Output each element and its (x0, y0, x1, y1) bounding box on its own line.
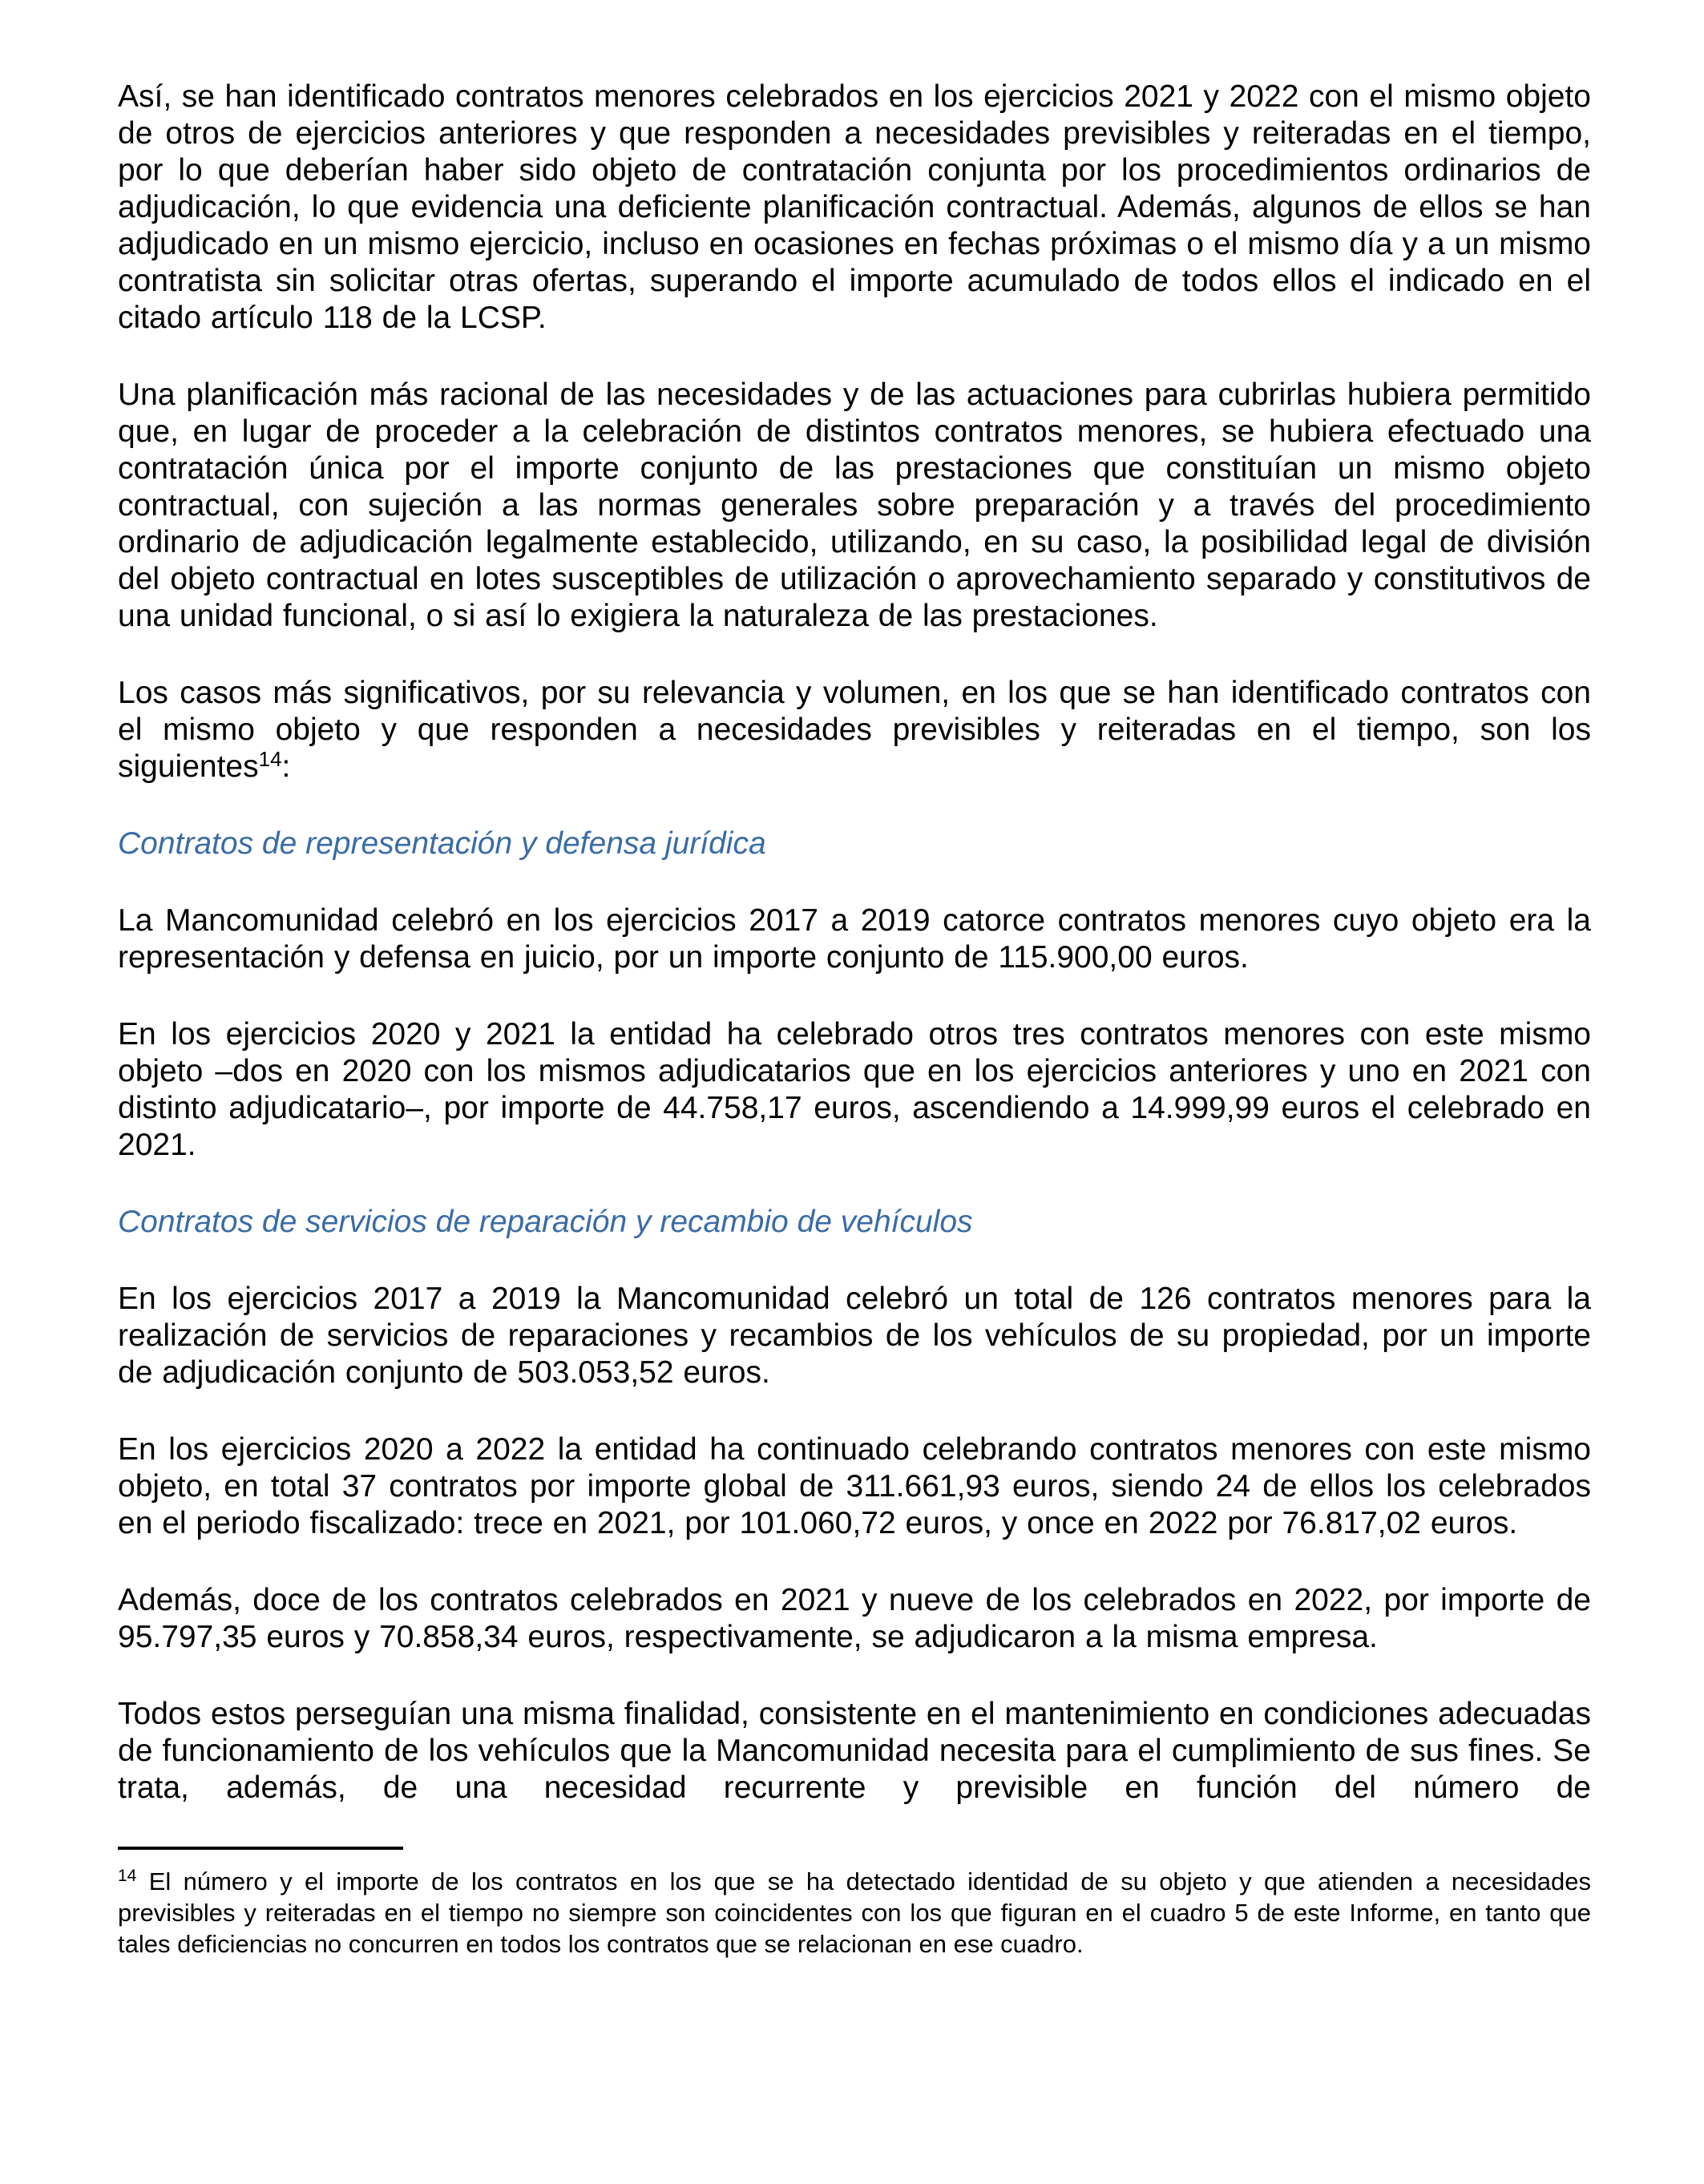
paragraph-text: : (281, 749, 291, 784)
paragraph-vehicle-contracts-2017-2019: En los ejercicios 2017 a 2019 la Mancomunidad celebró un total de 126 contratos menores para la realización de servicios de reparaciones y recambios de los vehículos de su propiedad, por un importe de adjudicación conjunto de 503.053,52 euros. (118, 1282, 1591, 1390)
footnote-14-marker: 14 (118, 1867, 137, 1885)
footnote-separator-rule (118, 1847, 403, 1850)
paragraph-vehicle-contracts-2020-2022: En los ejercicios 2020 a 2022 la entidad ha continuado celebrando contratos menores con este mismo objeto, en total 37 contratos por importe global de 311.661,93 euros, siendo 24 de ellos los celebrados en el periodo fiscalizado: trece en 2021, por 101.060,72 euros, y once en 2022 por 76.817,02 euros. (118, 1432, 1591, 1540)
paragraph-most-significant-cases (118, 675, 1591, 785)
paragraph-text: Los casos más significativos, por su relevancia y volumen, en los que se han identificado contratos con el mismo objeto y que responden a necesidades previsibles y reiteradas en el tiempo, son los siguientes (118, 676, 1591, 784)
footnote-14 (118, 1866, 1591, 1960)
paragraph-legal-contracts-2017-2019: La Mancomunidad celebró en los ejercicios 2017 a 2019 catorce contratos menores cuyo objeto era la representación y defensa en juicio, por un importe conjunto de 115.900,00 euros. (118, 903, 1591, 975)
paragraph-legal-contracts-2020-2021: En los ejercicios 2020 y 2021 la entidad ha celebrado otros tres contratos menores con este mismo objeto –dos en 2020 con los mismos adjudicatarios que en los ejercicios anteriores y uno en 2021 con distinto adjudicatario–, por importe de 44.758,17 euros, ascendiendo a 14.999,99 euros el celebrado en 2021. (118, 1017, 1591, 1162)
heading-vehicle-repair-contracts: Contratos de servicios de reparación y recambio de vehículos (118, 1205, 973, 1239)
heading-legal-representation-contracts: Contratos de representación y defensa jurídica (118, 826, 766, 861)
paragraph-identified-minor-contracts: Así, se han identificado contratos menores celebrados en los ejercicios 2021 y 2022 con el mismo objeto de otros de ejercicios anteriores y que responden a necesidades previsibles y reiteradas en el tiempo, por lo que deberían haber sido objeto de contratación conjunta por los procedimientos ordinarios de adjudicación, lo que evidencia una deficiente planificación contractual. Además, algunos de ellos se han adjudicado en un mismo ejercicio, incluso en ocasiones en fechas próximas o el mismo día y a un mismo contratista sin solicitar otras ofertas, superando el importe acumulado de todos ellos el indicado en el citado artículo 118 de la LCSP. (118, 79, 1591, 335)
paragraph-same-company-awards: Además, doce de los contratos celebrados en 2021 y nueve de los celebrados en 2022, por importe de 95.797,35 euros y 70.858,34 euros, respectivamente, se adjudicaron a la misma empresa. (118, 1583, 1591, 1654)
paragraph-same-purpose-maintenance: Todos estos perseguían una misma finalidad, consistente en el mantenimiento en condiciones adecuadas de funcionamiento de los vehículos que la Mancomunidad necesita para el cumplimiento de sus fines. Se trata, además, de una necesidad recurrente y previsible en función del número de (118, 1697, 1591, 1805)
footnote-reference-14: 14 (258, 747, 282, 771)
footnote-14-text: El número y el importe de los contratos en los que se ha detectado identidad de su objeto y que atienden a necesidades previsibles y reiteradas en el tiempo no siempre son coincidentes con los que figuran en el cuadro 5 de este Informe, en tanto que tales deficiencias no concurren en todos los contratos que se relacionan en ese cuadro. (118, 1867, 1591, 1958)
paragraph-rational-planning: Una planificación más racional de las necesidades y de las actuaciones para cubrirlas hubiera permitido que, en lugar de proceder a la celebración de distintos contratos menores, se hubiera efectuado una contratación única por el importe conjunto de las prestaciones que constituían un mismo objeto contractual, con sujeción a las normas generales sobre preparación y a través del procedimiento ordinario de adjudicación legalmente establecido, utilizando, en su caso, la posibilidad legal de división del objeto contractual en lotes susceptibles de utilización o aprovechamiento separado y constitutivos de una unidad funcional, o si así lo exigiera la naturaleza de las prestaciones. (118, 377, 1591, 633)
